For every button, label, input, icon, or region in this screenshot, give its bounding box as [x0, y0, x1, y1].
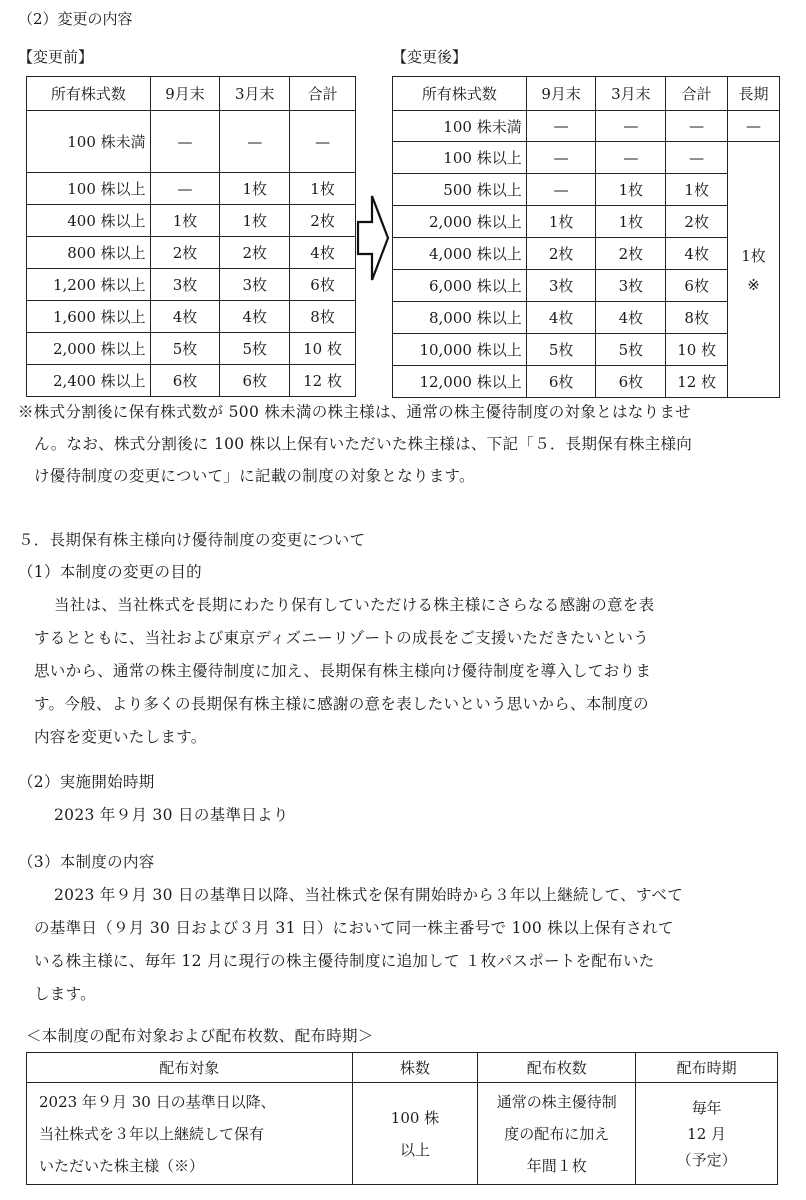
table-cell: 800 株以上 — [27, 237, 151, 269]
table-cell: — — [728, 111, 780, 142]
table-cell: — — [596, 142, 666, 174]
subheading-purpose: （1）本制度の変更の目的 — [18, 563, 202, 581]
header-cell: 合計 — [666, 77, 728, 111]
distribution-caption: ＜本制度の配布対象および配布枚数、配布時期＞ — [26, 1027, 374, 1045]
table-cell: 2,400 株以上 — [27, 365, 151, 397]
count-line: 度の配布に加え — [504, 1124, 610, 1143]
table-row — [393, 270, 780, 302]
table-cell: — — [220, 111, 290, 173]
header-cell: 合計 — [290, 77, 356, 111]
arrow-right-icon — [356, 192, 390, 284]
distribution-table — [26, 1052, 778, 1185]
table-cell: — — [150, 111, 220, 173]
table-cell: 12 枚 — [290, 365, 356, 397]
table-cell: 6枚 — [290, 269, 356, 301]
table-cell: 6枚 — [596, 366, 666, 398]
table-cell: 1,200 株以上 — [27, 269, 151, 301]
paragraph-line: いる株主様に、毎年 12 月に現行の株主優待制度に追加して １枚パスポートを配布いた — [34, 952, 655, 970]
table-cell: 1枚 — [290, 173, 356, 205]
table-row — [393, 334, 780, 366]
table-cell: 2枚 — [666, 206, 728, 238]
table-row — [27, 173, 356, 205]
table-cell: 5枚 — [596, 334, 666, 366]
table-cell: 2枚 — [596, 238, 666, 270]
table-cell: — — [596, 111, 666, 142]
table-cell: 4枚 — [526, 302, 596, 334]
table-cell: 10,000 株以上 — [393, 334, 527, 366]
table-cell: 1枚 — [596, 206, 666, 238]
header-cell: 配布時期 — [636, 1053, 778, 1083]
table-cell: 1枚 — [596, 174, 666, 206]
paragraph-line: するとともに、当社および東京ディズニーリゾートの成長をご支援いただきたいという — [34, 629, 649, 647]
table-cell: 3枚 — [150, 269, 220, 301]
table-cell: 1枚 — [220, 205, 290, 237]
table-row — [393, 111, 780, 142]
shares-line: 以上 — [399, 1140, 430, 1159]
table-cell: — — [666, 142, 728, 174]
subheading-content: （3）本制度の内容 — [18, 853, 155, 871]
header-cell: 9月末 — [526, 77, 596, 111]
header-cell: 株数 — [352, 1053, 478, 1083]
table-cell: 3枚 — [596, 270, 666, 302]
table-cell: 2,000 株以上 — [393, 206, 527, 238]
table-cell: 12 枚 — [666, 366, 728, 398]
table-cell: 400 株以上 — [27, 205, 151, 237]
distribution-timing-cell — [636, 1083, 778, 1185]
table-cell: 3枚 — [220, 269, 290, 301]
table-cell: 2枚 — [220, 237, 290, 269]
note-line: ん。なお、株式分割後に 100 株以上保有いただいた株主様は、下記「５．長期保有株主様向 — [34, 435, 693, 453]
table-cell: 500 株以上 — [393, 174, 527, 206]
note-line: け優待制度の変更について」に記載の制度の対象となります。 — [34, 467, 475, 485]
table-cell: 2枚 — [290, 205, 356, 237]
count-line: 年間１枚 — [526, 1156, 587, 1175]
table-cell: 100 株以上 — [27, 173, 151, 205]
table-cell: 1枚 — [666, 174, 728, 206]
before-table — [26, 76, 356, 397]
table-cell: 2枚 — [150, 237, 220, 269]
shares-line: 100 株 — [390, 1108, 440, 1127]
after-table — [392, 76, 780, 398]
table-cell: — — [526, 174, 596, 206]
table-row — [393, 174, 780, 206]
table-cell: 4枚 — [220, 301, 290, 333]
timing-line: （予定） — [676, 1150, 737, 1169]
table-row — [393, 142, 780, 174]
table-cell: 6,000 株以上 — [393, 270, 527, 302]
header-cell: 9月末 — [150, 77, 220, 111]
start-date-text: 2023 年９月 30 日の基準日より — [54, 806, 289, 824]
subheading-start-date: （2）実施開始時期 — [18, 773, 155, 791]
header-cell: 配布枚数 — [478, 1053, 636, 1083]
header-cell: 所有株式数 — [27, 77, 151, 111]
table-cell: 4枚 — [290, 237, 356, 269]
distribution-target-cell — [27, 1083, 353, 1185]
table-header-row — [393, 77, 780, 111]
table-cell: 1,600 株以上 — [27, 301, 151, 333]
table-cell: 1枚 — [526, 206, 596, 238]
table-row — [27, 365, 356, 397]
table-row — [27, 111, 356, 173]
timing-line: 12 月 — [687, 1124, 727, 1143]
table-row — [27, 301, 356, 333]
table-row — [393, 206, 780, 238]
timing-line: 毎年 — [691, 1098, 722, 1117]
table-cell: 3枚 — [526, 270, 596, 302]
paragraph-line: 思いから、通常の株主優待制度に加え、長期保有株主様向け優待制度を導入しておりま — [34, 662, 652, 680]
distribution-count-cell — [478, 1083, 636, 1185]
table-row — [27, 269, 356, 301]
before-label: 【変更前】 — [18, 48, 94, 66]
count-line: 通常の株主優待制 — [496, 1092, 617, 1111]
target-line: いただいた株主様（※） — [39, 1156, 205, 1175]
table-row — [393, 238, 780, 270]
table-cell: 6枚 — [666, 270, 728, 302]
table-cell: 5枚 — [220, 333, 290, 365]
table-row — [27, 333, 356, 365]
table-cell: 4,000 株以上 — [393, 238, 527, 270]
paragraph-line: す。今般、より多くの長期保有株主様に感謝の意を表したいという思いから、本制度の — [34, 695, 649, 713]
target-line: 2023 年９月 30 日の基準日以降、 — [39, 1092, 276, 1111]
header-cell: 配布対象 — [27, 1053, 353, 1083]
table-cell: — — [290, 111, 356, 173]
table-cell: — — [150, 173, 220, 205]
table-cell: 4枚 — [596, 302, 666, 334]
table-row — [393, 366, 780, 398]
table-cell: 1枚 — [220, 173, 290, 205]
table-cell: 10 枚 — [290, 333, 356, 365]
table-cell: 12,000 株以上 — [393, 366, 527, 398]
table-cell: 4枚 — [666, 238, 728, 270]
table-row — [393, 302, 780, 334]
table-row — [27, 1083, 778, 1185]
table-header-row — [27, 77, 356, 111]
header-cell: 所有株式数 — [393, 77, 527, 111]
long-term-merged-cell — [728, 142, 780, 398]
paragraph-line: の基準日（９月 30 日および３月 31 日）において同一株主番号で 100 株以上保有されて — [34, 919, 674, 937]
table-cell: — — [666, 111, 728, 142]
section-heading-changes: （2）変更の内容 — [18, 10, 133, 28]
table-cell: 6枚 — [150, 365, 220, 397]
paragraph-line: します。 — [34, 985, 96, 1003]
note-line: ※株式分割後に保有株式数が 500 株未満の株主様は、通常の株主優待制度の対象とはなりませ — [18, 403, 691, 421]
paragraph-line: 当社は、当社株式を長期にわたり保有していただける株主様にさらなる感謝の意を表 — [54, 596, 655, 614]
table-cell: 6枚 — [526, 366, 596, 398]
paragraph-line: 2023 年９月 30 日の基準日以降、当社株式を保有開始時から３年以上継続して、すべて — [54, 886, 684, 904]
table-cell: 4枚 — [150, 301, 220, 333]
header-cell: 3月末 — [220, 77, 290, 111]
table-header-row — [27, 1053, 778, 1083]
table-cell: 8枚 — [666, 302, 728, 334]
table-cell: — — [526, 111, 596, 142]
header-cell: 3月末 — [596, 77, 666, 111]
long-term-count: 1枚 — [741, 247, 766, 265]
table-cell: 2枚 — [526, 238, 596, 270]
table-cell: 8,000 株以上 — [393, 302, 527, 334]
table-cell: 8枚 — [290, 301, 356, 333]
table-cell: 5枚 — [526, 334, 596, 366]
long-term-mark: ※ — [747, 276, 760, 294]
table-cell: 2,000 株以上 — [27, 333, 151, 365]
table-cell: 10 枚 — [666, 334, 728, 366]
table-cell: 6枚 — [220, 365, 290, 397]
after-label: 【変更後】 — [392, 48, 468, 66]
paragraph-line: 内容を変更いたします。 — [34, 728, 207, 746]
table-row — [27, 205, 356, 237]
table-cell: 5枚 — [150, 333, 220, 365]
table-cell: 100 株未満 — [27, 111, 151, 173]
section-heading-long-term: ５．長期保有株主様向け優待制度の変更について — [18, 531, 366, 549]
table-cell: 100 株以上 — [393, 142, 527, 174]
header-cell: 長期 — [728, 77, 780, 111]
target-line: 当社株式を３年以上継続して保有 — [39, 1124, 265, 1143]
table-cell: 1枚 — [150, 205, 220, 237]
table-cell: 100 株未満 — [393, 111, 527, 142]
distribution-shares-cell — [352, 1083, 478, 1185]
table-row — [27, 237, 356, 269]
table-cell: — — [526, 142, 596, 174]
